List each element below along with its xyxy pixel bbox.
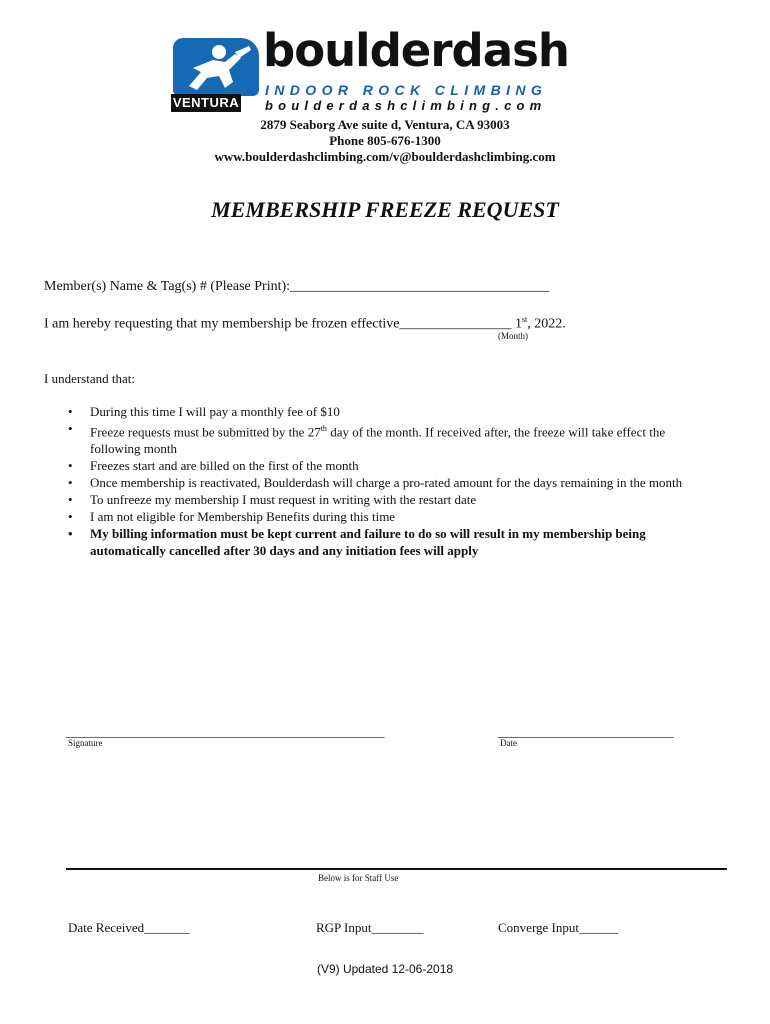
address: 2879 Seaborg Ave suite d, Ventura, CA 93003 [260, 117, 510, 132]
logo-website: boulderdashclimbing.com [265, 98, 547, 113]
list-item: • To unfreeze my membership I must request in writing with the restart date [64, 491, 714, 508]
request-text: I am hereby requesting that my membership be frozen effective [44, 316, 400, 332]
date-line[interactable]: ___________________________ [498, 724, 674, 739]
request-day: 1 [514, 316, 522, 332]
divider [66, 868, 727, 870]
logo-wordmark: boulderdash [263, 24, 569, 77]
month-blank[interactable]: ________________ [399, 316, 512, 332]
signature-line[interactable]: _________________________________________________ [66, 724, 385, 739]
list-item: • My billing information must be kept current and failure to do so will result in my membership being automatically cancelled after 30 days and any initiation fees will apply [64, 525, 714, 559]
date-received-field[interactable]: Date Received_______ [68, 920, 190, 935]
list-item: • I am not eligible for Membership Benefits during this time [64, 508, 714, 525]
date-label: Date [500, 738, 517, 748]
list-item: • During this time I will pay a monthly fee of $10 [64, 403, 714, 420]
staff-label: Below is for Staff Use [318, 873, 399, 883]
list-item: • Freezes start and are billed on the first of the month [64, 457, 714, 474]
boulderdash-logo [172, 24, 603, 116]
list-item: • Freeze requests must be submitted by the 27th day of the month. If received after, the freeze will take effect the following month [64, 420, 714, 457]
member-name-label: Member(s) Name & Tag(s) # (Please Print): [44, 279, 291, 294]
page-title: MEMBERSHIP FREEZE REQUEST [211, 197, 559, 222]
understand-intro: I understand that: [44, 371, 135, 386]
rgp-input-field[interactable]: RGP Input________ [316, 920, 424, 935]
phone: Phone 805-676-1300 [329, 133, 441, 148]
logo-subtitle: INDOOR ROCK CLIMBING [265, 82, 548, 98]
list-item: • Once membership is reactivated, Boulderdash will charge a pro-rated amount for the days remaining in the month [64, 474, 714, 491]
month-hint: (Month) [498, 331, 528, 341]
logo-location: VENTURA [172, 95, 240, 110]
freeze-effective-field[interactable] [44, 315, 566, 333]
member-name-blank[interactable]: _____________________________________ [290, 279, 550, 294]
terms-list [64, 403, 714, 559]
signature-label: Signature [68, 738, 103, 748]
version-footer: (V9) Updated 12-06-2018 [316, 962, 454, 976]
member-name-field[interactable] [44, 279, 549, 295]
climber-icon [173, 38, 259, 96]
request-day-suffix: st [521, 315, 528, 324]
web-email: www.boulderdashclimbing.com/v@boulderdashclimbing.com [214, 149, 556, 164]
converge-input-field[interactable]: Converge Input______ [498, 920, 618, 935]
request-year: , 2022. [527, 316, 566, 332]
